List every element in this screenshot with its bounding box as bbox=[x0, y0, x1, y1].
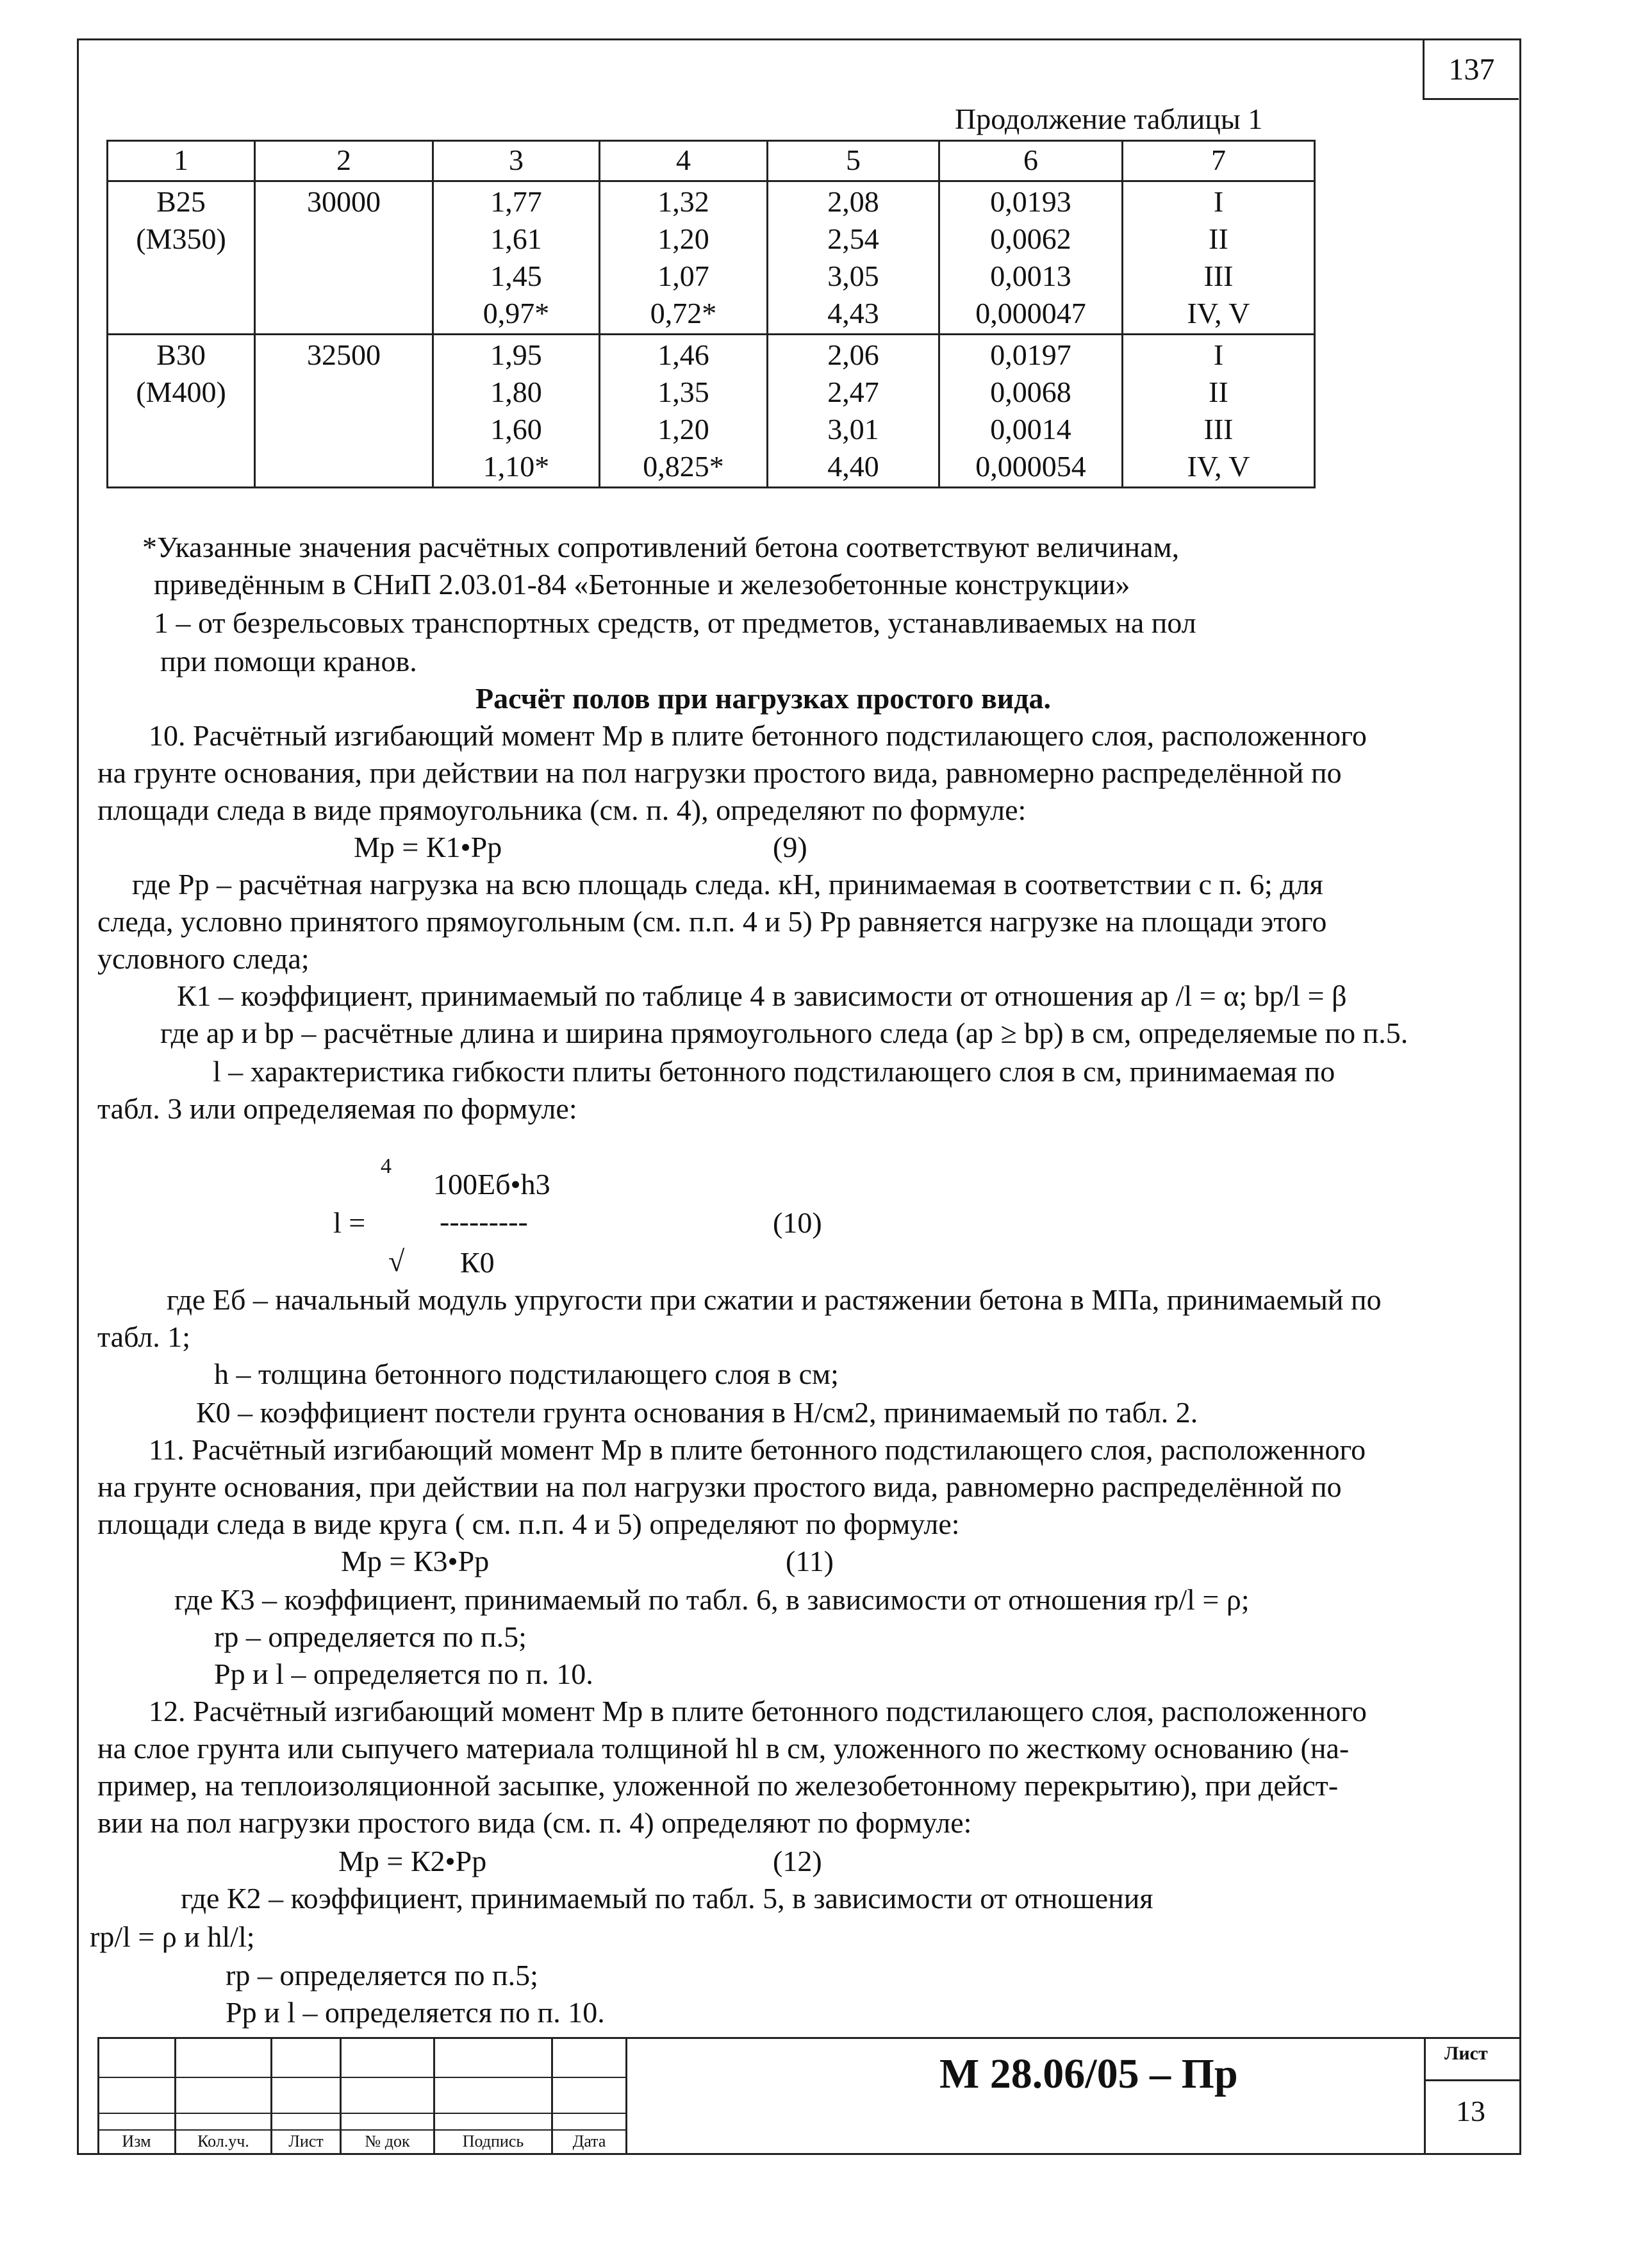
note-line: при помощи кранов. bbox=[160, 645, 417, 678]
col-header: 2 bbox=[255, 141, 433, 181]
formula-12: Мр = К2•Рр bbox=[338, 1845, 487, 1877]
tb-col-label: Дата bbox=[572, 2132, 606, 2150]
cell-col4: 1,32 1,20 1,07 0,72* bbox=[600, 181, 768, 335]
table-row bbox=[108, 181, 1315, 335]
paragraph-line: табл. 3 или определяемая по формуле: bbox=[97, 1092, 577, 1125]
formula-denominator: К0 bbox=[460, 1246, 495, 1279]
title-block-line bbox=[97, 2113, 625, 2114]
paragraph-line: К0 – коэффициент постели грунта основания в Н/см2, принимаемый по табл. 2. bbox=[196, 1396, 1198, 1429]
paragraph-line: условного следа; bbox=[97, 942, 310, 975]
paragraph-line: h – толщина бетонного подстилающего слоя в см; bbox=[214, 1358, 839, 1390]
tb-col-label: № док bbox=[365, 2132, 410, 2150]
paragraph-line: rр – определяется по п.5; bbox=[214, 1620, 527, 1653]
paragraph-line: где Рр – расчётная нагрузка на всю площадь следа. кН, принимаемая в соответствии с п. 6; для bbox=[132, 868, 1323, 901]
cell-col5: 2,08 2,54 3,05 4,43 bbox=[768, 181, 939, 335]
col-header: 3 bbox=[433, 141, 600, 181]
formula-11: Мр = К3•Рр bbox=[341, 1545, 490, 1577]
paragraph-line: следа, условно принятого прямоугольным (см. п.п. 4 и 5) Рр равняется нагрузке на площади этого bbox=[97, 905, 1327, 938]
paragraph-line: 11. Расчётный изгибающий момент Мр в плите бетонного подстилающего слоя, расположенного bbox=[149, 1433, 1366, 1466]
cell-col4: 1,46 1,35 1,20 0,825* bbox=[600, 335, 768, 488]
paragraph-line: 12. Расчётный изгибающий момент Мр в плите бетонного подстилающего слоя, расположенного bbox=[149, 1695, 1367, 1727]
note-line: *Указанные значения расчётных сопротивлений бетона соответствуют величинам, bbox=[142, 531, 1180, 563]
formula-number: (12) bbox=[773, 1845, 822, 1877]
paragraph-line: площади следа в виде круга ( см. п.п. 4 и 5) определяют по формуле: bbox=[97, 1508, 960, 1540]
col-header: 5 bbox=[768, 141, 939, 181]
formula-number: (9) bbox=[773, 831, 807, 863]
cell-col7: I II III IV, V bbox=[1123, 335, 1315, 488]
note-line: приведённым в СНиП 2.03.01-84 «Бетонные и железобетонные конструкции» bbox=[154, 568, 1130, 601]
paragraph-line: на грунте основания, при действии на пол нагрузки простого вида, равномерно распределённой по bbox=[97, 756, 1342, 789]
paragraph-line: на грунте основания, при действии на пол нагрузки простого вида, равномерно распределённой по bbox=[97, 1470, 1342, 1503]
tb-col-label: Изм bbox=[122, 2132, 151, 2150]
formula-number: (10) bbox=[773, 1206, 822, 1239]
paragraph-line: Рр и l – определяется по п. 10. bbox=[214, 1658, 593, 1690]
tb-col-label: Подпись bbox=[462, 2132, 524, 2150]
title-block-line bbox=[625, 2037, 627, 2155]
sheet-number: 13 bbox=[1456, 2095, 1485, 2127]
paragraph-line: где Еб – начальный модуль упругости при сжатии и растяжении бетона в МПа, принимаемый по bbox=[167, 1283, 1382, 1316]
root-index: 4 bbox=[381, 1154, 392, 1178]
paragraph-line: где К2 – коэффициент, принимаемый по табл. 5, в зависимости от отношения bbox=[181, 1882, 1153, 1915]
formula-number: (11) bbox=[786, 1545, 834, 1577]
cell-col3: 1,77 1,61 1,45 0,97* bbox=[433, 181, 600, 335]
paragraph-line: на слое грунта или сыпучего материала толщиной hl в см, уложенного по жесткому основанию (на- bbox=[97, 1732, 1350, 1765]
paragraph-line: табл. 1; bbox=[97, 1320, 191, 1353]
table-header-row bbox=[108, 141, 1315, 181]
paragraph-line: rр – определяется по п.5; bbox=[226, 1959, 538, 1992]
title-block-top-line bbox=[97, 2037, 1521, 2039]
table-row bbox=[108, 335, 1315, 488]
paragraph-line: 10. Расчётный изгибающий момент Мр в плите бетонного подстилающего слоя, расположенного bbox=[149, 719, 1367, 752]
formula-lhs: l = bbox=[333, 1206, 366, 1239]
col-header: 7 bbox=[1123, 141, 1315, 181]
paragraph-line: где ар и bр – расчётные длина и ширина прямоугольного следа (ар ≥ bр) в см, определяемые по п.5. bbox=[160, 1017, 1408, 1049]
cell-modulus: 32500 bbox=[255, 335, 433, 488]
tb-col-label: Лист bbox=[288, 2132, 324, 2150]
note-line: 1 – от безрельсовых транспортных средств, от предметов, устанавливаемых на пол bbox=[154, 606, 1196, 639]
cell-col5: 2,06 2,47 3,01 4,40 bbox=[768, 335, 939, 488]
data-table bbox=[106, 140, 1316, 488]
cell-col3: 1,95 1,80 1,60 1,10* bbox=[433, 335, 600, 488]
paragraph-line: площади следа в виде прямоугольника (см. п. 4), определяют по формуле: bbox=[97, 794, 1027, 826]
col-header: 1 bbox=[108, 141, 255, 181]
paragraph-line: где К3 – коэффициент, принимаемый по табл. 6, в зависимости от отношения rр/l = ρ; bbox=[174, 1583, 1250, 1616]
cell-col7: I II III IV, V bbox=[1123, 181, 1315, 335]
paragraph-line: пример, на теплоизоляционной засыпке, уложенной по железобетонному перекрытию), при дейст- bbox=[97, 1769, 1339, 1802]
title-block-line bbox=[1424, 2037, 1426, 2155]
paragraph-line: Рр и l – определяется по п. 10. bbox=[226, 1996, 605, 2029]
formula-9: Мр = К1•Рр bbox=[354, 831, 502, 863]
paragraph-line: rр/l = ρ и hl/l; bbox=[90, 1920, 255, 1953]
cell-concrete-class: В30 (М400) bbox=[108, 335, 255, 488]
paragraph-line: вии на пол нагрузки простого вида (см. п. 4) определяют по формуле: bbox=[97, 1806, 972, 1839]
title-block-line bbox=[97, 2077, 625, 2078]
paragraph-line: l – характеристика гибкости плиты бетонного подстилающего слоя в см, принимаемая по bbox=[213, 1055, 1335, 1088]
sqrt-icon: √ bbox=[388, 1245, 405, 1277]
cell-col6: 0,0197 0,0068 0,0014 0,000054 bbox=[939, 335, 1123, 488]
page-number: 137 bbox=[1423, 40, 1519, 100]
document-code: М 28.06/05 – Пр bbox=[939, 2050, 1238, 2097]
title-block-line bbox=[97, 2129, 625, 2131]
fraction-bar: --------- bbox=[440, 1205, 528, 1238]
section-heading: Расчёт полов при нагрузках простого вида. bbox=[475, 682, 1052, 715]
formula-numerator: 100Еб•h3 bbox=[433, 1168, 550, 1201]
cell-col6: 0,0193 0,0062 0,0013 0,000047 bbox=[939, 181, 1123, 335]
title-block-line bbox=[1424, 2079, 1521, 2081]
col-header: 6 bbox=[939, 141, 1123, 181]
cell-concrete-class: В25 (М350) bbox=[108, 181, 255, 335]
table-caption: Продолжение таблицы 1 bbox=[955, 103, 1263, 135]
cell-modulus: 30000 bbox=[255, 181, 433, 335]
col-header: 4 bbox=[600, 141, 768, 181]
paragraph-line: К1 – коэффициент, принимаемый по таблице 4 в зависимости от отношения ар /l = α; bр/l = β bbox=[177, 979, 1347, 1012]
sheet-label: Лист bbox=[1444, 2043, 1488, 2064]
tb-col-label: Кол.уч. bbox=[197, 2132, 249, 2150]
